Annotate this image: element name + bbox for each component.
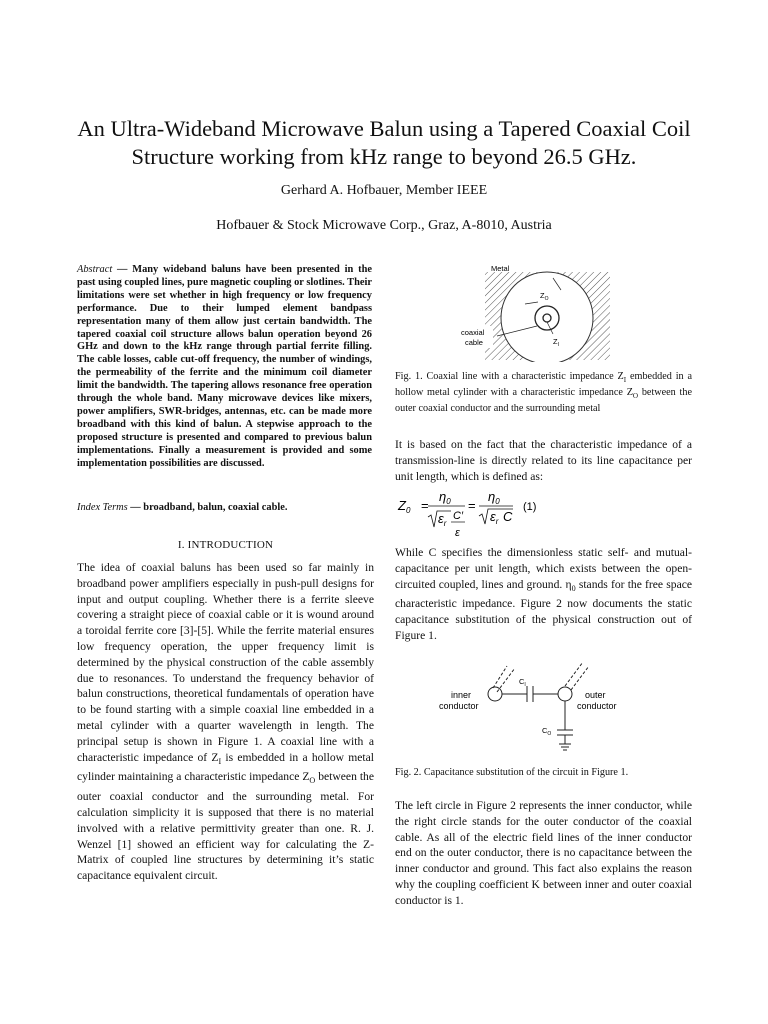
label-metal: Metal <box>491 264 510 273</box>
index-terms-text: broadband, balun, coaxial cable. <box>143 502 288 513</box>
eq-eps-sub-1: r <box>443 519 447 528</box>
intro-sub-zi: I <box>218 756 222 766</box>
eq-c: C <box>503 509 513 524</box>
label-inner: inner <box>451 690 472 700</box>
coax-inner-conductor <box>543 314 551 322</box>
eq-cprime: C′ <box>453 510 464 522</box>
eq-eta-2: η <box>488 489 496 504</box>
paragraph-circles: The left circle in Figure 2 represents the inner conductor, while the right circle stands for the outer conductor of the coaxial cable. As all of the electric field lines of the inner conductor end on the outer conductor, there is no capacitance between the inner conductor and ground. This fact also explains the reason why the coupling coefficient K between inner and outer coaxial conductor is 1. <box>395 799 692 907</box>
affiliation-line: Hofbauer & Stock Microwave Corp., Graz, A-8010, Austria <box>216 218 552 233</box>
p2-text-2: stands for the free space characteristic impedance. Figure 2 now documents the static capacitance substitution of the physical construction out of Figure 1. <box>395 577 693 642</box>
index-terms: Index Terms — broadband, balun, coaxial cable. <box>77 502 288 513</box>
eq-eps-2: ε <box>490 509 496 524</box>
fig1-cap-2: embedded in a hollow metal cylinder with a characteristic impedance Z <box>395 371 693 398</box>
eq-eta-sub-2: 0 <box>495 497 500 506</box>
author-line: Gerhard A. Hofbauer, Member IEEE <box>280 183 488 198</box>
eq-eta-1: η <box>439 489 447 504</box>
label-ci: C <box>519 677 525 686</box>
svg-text:η0 <box>488 489 500 506</box>
paragraph-definition: It is based on the fact that the characteristic impedance of a transmission-line is directly related to its line capacitance per unit length, which is defined as: <box>395 438 692 483</box>
eq-eps-denom: ε <box>455 527 460 539</box>
figure-1-coaxial-diagram <box>455 262 615 362</box>
svg-text:Z0 <box>397 498 411 515</box>
label-zi-sub: I <box>557 342 559 348</box>
figure-2-capacitance-circuit <box>435 658 635 758</box>
svg-text:εr <box>490 509 499 526</box>
eq-eps-1: ε <box>438 511 444 526</box>
fig1-cap-1: Fig. 1. Coaxial line with a characteristic impedance Z <box>395 371 624 382</box>
p2-text-1: While C specifies the dimensionless static self- and mutual-capacitance per unit length, which exists between the open-circuited coupled, lines and ground. η <box>395 546 692 591</box>
svg-text:=: = <box>468 498 476 513</box>
figure-2-caption: Fig. 2. Capacitance substitution of the circuit in Figure 1. <box>395 767 629 778</box>
label-co-sub: O <box>547 731 552 737</box>
abstract: Abstract — Many wideband baluns have been presented in the past using coupled lines, pure magnetic coupling or slotlines. Their limitations were set whether in high frequency or low frequency performance. Due to their lumped element bandpass representation many of them allow just certain bandwidth. The tapered coaxial coil structure allows balun operation beyond 26 GHz and down to the kHz range through partial ferrite filling. The cable losses, cable cut-off frequency, the number of windings, the permeability of the ferrite and the minimum coil diameter limit the bandwidth. The tapering allows resonance free operation through the whole band. Many microwave devices like mixers, power amplifiers, SWR-bridges, antennas, etc. can be made more broadband with this kind of balun. A stepwise approach to the proposed structure is presented and compared to previous balun implementations. Finally a measurement is provided and some implementation possibilities are discussed. <box>77 264 372 469</box>
fig1-cap-3: between the outer coaxial conductor and the surrounding metal <box>395 386 692 414</box>
section-heading-introduction: I. INTRODUCTION <box>177 539 274 551</box>
intro-paragraph <box>77 560 374 884</box>
svg-text:εr <box>438 511 447 528</box>
label-coaxial: coaxial <box>461 328 485 337</box>
svg-text:=: = <box>421 498 429 513</box>
label-co: C <box>542 726 548 735</box>
intro-text-2: is embedded in a hollow metal cylinder maintaining a characteristic impedance Z <box>77 750 374 784</box>
label-outer: outer <box>585 690 606 700</box>
eq-eps-sub-2: r <box>495 517 499 526</box>
inner-conductor-circle <box>488 687 502 701</box>
label-zo: Z <box>540 291 545 300</box>
label-outer-conductor: conductor <box>577 701 617 711</box>
label-zo-sub: O <box>544 296 549 302</box>
fig1-cap-sub1: I <box>623 376 627 384</box>
paper-title: An Ultra-Wideband Microwave Balun using a Tapered Coaxial Coil Structure working from kHz range to beyond 26.5 GHz. <box>77 116 691 169</box>
intro-text-3: between the outer coaxial conductor and the surrounding metal. For calculation simplicity it is supposed that there is no material involved with a relative permittivity greater than one. R. J. Wenzel [1] showed an efficient way for calculating the Z-Matrix of coupled line structures by determining it’s static capacitance equivalent circuit. <box>77 770 374 883</box>
figure-1-caption <box>395 371 692 415</box>
paragraph-capacitance <box>395 545 692 644</box>
index-terms-lead: Index Terms <box>77 502 128 513</box>
outer-conductor-circle <box>558 687 572 701</box>
svg-text:CO <box>542 726 551 737</box>
label-inner-conductor: conductor <box>439 701 479 711</box>
equation-1 <box>395 486 692 542</box>
intro-sub-zo: O <box>309 776 316 786</box>
fig1-cap-sub2: O <box>632 391 639 400</box>
p2-sub: 0 <box>571 583 576 593</box>
label-zi: Z <box>553 337 558 346</box>
abstract-text: Many wideband baluns have been presented in the past using coupled lines, pure magnetic coupling or slotlines. Their limitations were set whether in high frequency or low frequency performance. Due to their lumped element bandpass representation many of them allow just certain bandwidth. The tapered coaxial coil structure allows balun operation beyond 26 GHz and down to the kHz range through partial ferrite filling. The cable losses, cable cut-off frequency, the number of windings, the permeability of the ferrite and the minimum coil diameter limit the bandwidth. The tapering allows resonance free operation through the whole band. Many microwave devices like mixers, power amplifiers, SWR-bridges, antennas, etc. can be made more broadband with this kind of balun. A stepwise approach to the proposed structure is presented and compared to previous balun implementations. Finally a measurement is provided and some implementation possibilities are discussed. <box>77 264 372 469</box>
svg-text:CI <box>519 677 526 688</box>
label-cable: cable <box>465 338 483 347</box>
label-ci-sub: I <box>524 682 526 688</box>
svg-text:η0 <box>439 489 451 506</box>
abstract-lead: Abstract <box>77 264 113 275</box>
eq-number: (1) <box>523 501 537 513</box>
intro-text-1: The idea of coaxial baluns has been used so far mainly in broadband power amplifiers especially in push-pull designs for input and output coupling. Whether there is a ferrite sleeve covering a straight piece of coaxial cable or it is wound around a toroidal ferrite core [3]-[5]. While the ferrite material ensures low frequency operation, the upper frequency limit is determined by the physical construction of the cable assembly due to resonances. To understand the frequency behavior of balun constructions, theoretical fundamentals of operation have to be found starting with a simple coaxial line embedded in a metal cylinder with a quarter wavelength in length. The principal setup is shown in Figure 1. A coaxial line with a characteristic impedance of Z <box>77 561 374 764</box>
eq-lhs: Z <box>398 498 406 513</box>
eq-lhs-sub: 0 <box>405 506 411 515</box>
eq-eta-sub-1: 0 <box>446 497 451 506</box>
